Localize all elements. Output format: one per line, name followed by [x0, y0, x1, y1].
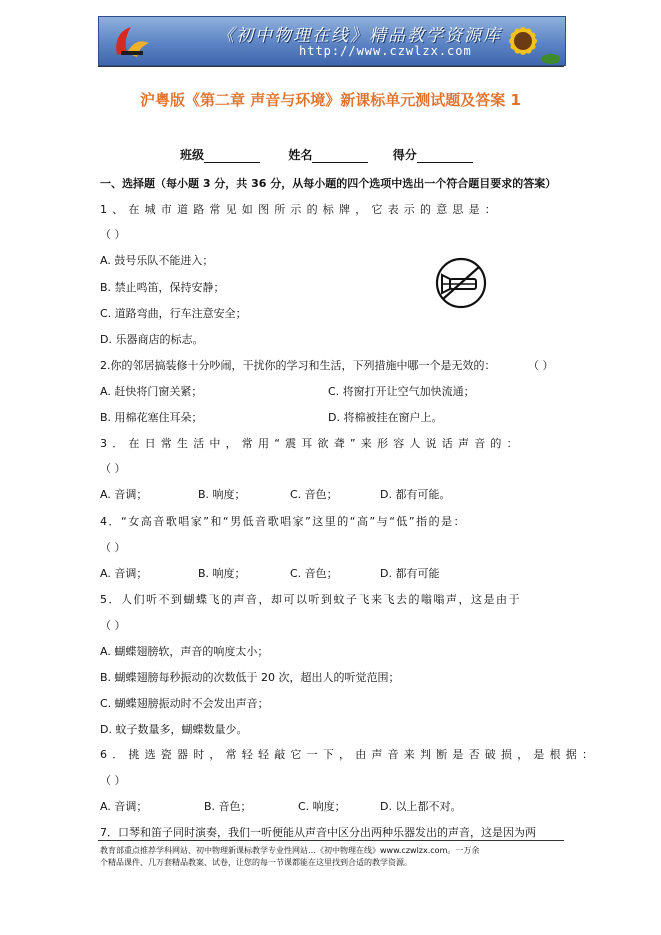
header-divider [98, 66, 564, 67]
question-4-option-a: A. 音调； [100, 567, 148, 580]
question-1-stem: 1、在城市道路常见如图所示的标牌，它表示的意思是： [100, 203, 501, 216]
question-4-option-c: C. 音色； [290, 567, 338, 580]
question-6-answer-blank: （ ） [100, 774, 126, 787]
student-info-row [180, 146, 473, 163]
site-url[interactable]: http://www.czwlzx.com [299, 44, 472, 58]
question-1-option-a: A. 鼓号乐队不能进入； [100, 254, 214, 267]
question-3-option-a: A. 音调； [100, 488, 148, 501]
no-horn-sign-icon [430, 257, 492, 309]
question-6-option-a: A. 音调； [100, 800, 148, 813]
site-logo-icon [109, 23, 153, 59]
question-6-stem: 6．挑选瓷器时，常轻轻敲它一下，由声音来判断是否破损，是根据： [100, 748, 599, 761]
question-3-option-b: B. 响度； [198, 488, 246, 501]
footer-line-1: 教育部重点推荐学科网站、初中物理新课标教学专业性网站…《初中物理在线》www.czwlzx.com。一万余 [100, 846, 480, 855]
question-2-answer-blank: （ ） [528, 359, 554, 372]
question-5-option-a: A. 蝴蝶翅膀软，声音的响度太小； [100, 645, 269, 658]
question-1-option-d: D. 乐器商店的标志。 [100, 333, 204, 346]
question-4-stem: 4．“女高音歌唱家”和“男低音歌唱家”这里的“高”与“低”指的是： [100, 515, 467, 528]
document-title: 沪粤版《第二章 声音与环境》新课标单元测试题及答案 1 [140, 91, 521, 109]
question-5-stem: 5．人们听不到蝴蝶飞的声音，却可以听到蚊子飞来飞去的嗡嗡声，这是由于 [100, 593, 521, 606]
footer-divider [98, 840, 564, 841]
footer-line-2: 个精品课件、几万套精品教案、试卷，让您的每一节课都能在这里找到合适的教学资源。 [100, 858, 412, 867]
site-banner [98, 16, 566, 66]
score-label: 得分 [392, 148, 417, 162]
question-2-option-c: C. 将窗打开让空气加快流通； [328, 385, 475, 398]
question-5-option-c: C. 蝴蝶翅膀振动时不会发出声音； [100, 697, 269, 710]
question-3-option-c: C. 音色； [290, 488, 338, 501]
sunflower-icon [493, 19, 559, 65]
question-6-option-c: C. 响度； [298, 800, 346, 813]
class-label: 班级 [180, 148, 205, 162]
class-blank[interactable] [204, 150, 260, 163]
question-6-option-b: B. 音色； [204, 800, 252, 813]
question-2-option-d: D. 将棉被挂在窗户上。 [328, 411, 443, 424]
question-3-stem: 3．在日常生活中，常用“震耳欲聋”来形容人说话声音的： [100, 437, 523, 450]
question-3-answer-blank: （ ） [100, 462, 126, 475]
question-2-option-b: B. 用棉花塞住耳朵； [100, 411, 203, 424]
section-heading: 一、选择题（每小题 3 分，共 36 分，从每小题的四个选项中选出一个符合题目要求的答案） [100, 177, 557, 190]
question-3-option-d: D. 都有可能。 [380, 488, 451, 501]
site-title: 《初中物理在线》精品教学资源库 [217, 26, 502, 46]
question-4-option-d: D. 都有可能 [380, 567, 440, 580]
question-5-answer-blank: （ ） [100, 619, 126, 632]
question-4-option-b: B. 响度； [198, 567, 246, 580]
score-blank[interactable] [417, 150, 473, 163]
question-2-option-a: A. 赶快将门窗关紧； [100, 385, 203, 398]
question-7-stem: 7．口琴和笛子同时演奏，我们一听便能从声音中区分出两种乐器发出的声音，这是因为两 [100, 826, 536, 839]
page-footer [100, 845, 566, 869]
name-blank[interactable] [312, 150, 368, 163]
question-5-option-b: B. 蝴蝶翅膀每秒振动的次数低于 20 次，超出人的听觉范围； [100, 671, 400, 684]
name-label: 姓名 [288, 148, 313, 162]
question-6-option-d: D. 以上都不对。 [380, 800, 462, 813]
question-1-option-b: B. 禁止鸣笛，保持安静； [100, 281, 225, 294]
question-5-option-d: D. 蚊子数量多，蝴蝶数量少。 [100, 723, 248, 736]
question-4-answer-blank: （ ） [100, 541, 126, 554]
question-1-answer-blank: （ ） [100, 228, 126, 241]
question-1-option-c: C. 道路弯曲，行车注意安全； [100, 307, 247, 320]
question-2-stem: 2.你的邻居搞装修十分吵闹，干扰你的学习和生活，下列措施中哪一个是无效的： [100, 359, 496, 372]
